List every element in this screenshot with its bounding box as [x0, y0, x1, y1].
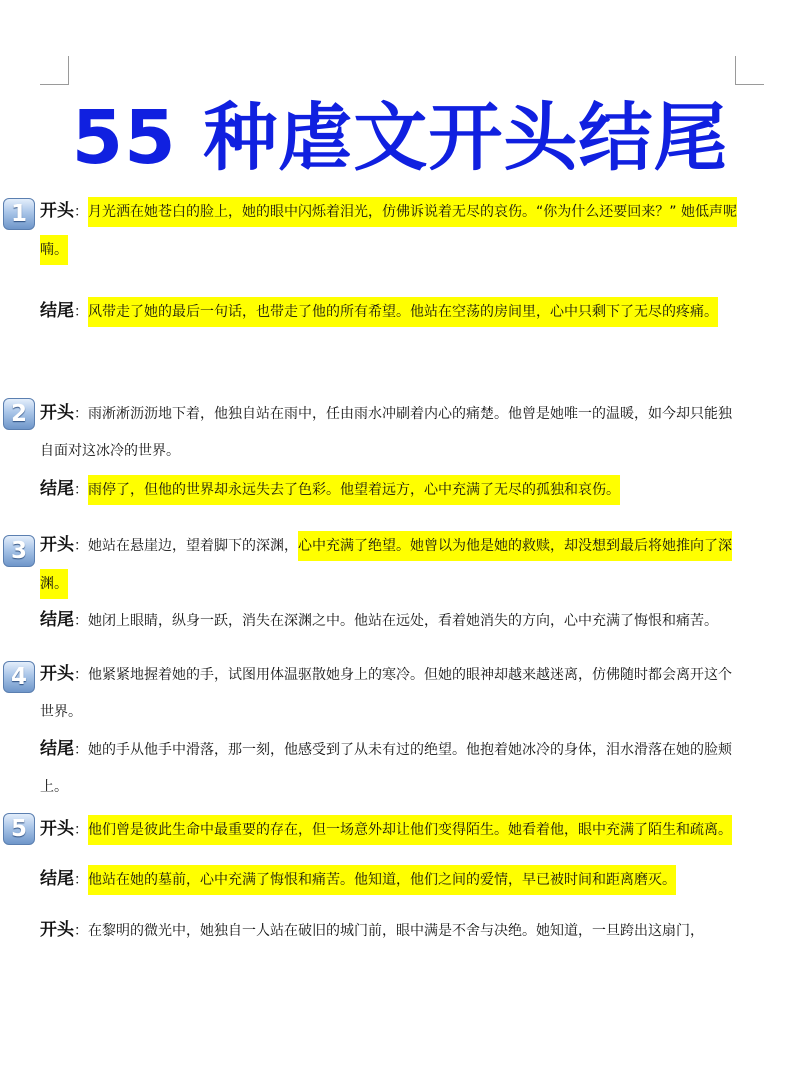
crop-mark-top-right	[735, 56, 764, 85]
highlighted-text: 心中充满了绝望。她曾以为他是她的救赎，却没想到最后将她推向了深渊。	[40, 531, 732, 599]
number-3-badge-icon: 3	[3, 535, 35, 567]
highlighted-text: 雨停了，但他的世界却永远失去了色彩。他望着远方，心中充满了无尽的孤独和哀伤。	[88, 475, 620, 505]
item-4-ending: 结尾：她的手从他手中滑落，那一刻，他感受到了从未有过的绝望。他抱着她冰冷的身体，泪水滑落在她的脸颊上。	[40, 739, 732, 795]
item-6-opening: 开头：在黎明的微光中，她独自一人站在破旧的城门前，眼中满是不舍与决绝。她知道，一旦跨出这扇门，	[40, 920, 704, 940]
ending-label: 结尾	[40, 479, 74, 499]
page-title: 55 种虐文开头结尾	[71, 95, 729, 181]
number-1-badge-icon: 1	[3, 198, 35, 230]
opening-label: 开头	[40, 535, 74, 555]
highlighted-text: 他们曾是彼此生命中最重要的存在，但一场意外却让他们变得陌生。她看着他，眼中充满了陌生和疏离。	[88, 815, 732, 845]
item-4-opening: 开头：他紧紧地握着她的手，试图用体温驱散她身上的寒冷。但她的眼神却越来越迷离，仿佛随时都会离开这个世界。	[40, 664, 732, 720]
opening-label: 开头	[40, 664, 74, 684]
ending-label: 结尾	[40, 739, 74, 759]
item-2-ending: 结尾：雨停了，但他的世界却永远失去了色彩。他望着远方，心中充满了无尽的孤独和哀伤。	[40, 470, 740, 509]
opening-label: 开头	[40, 920, 74, 940]
ending-label: 结尾	[40, 610, 74, 630]
item-1-opening: 开头：月光洒在她苍白的脸上，她的眼中闪烁着泪光，仿佛诉说着无尽的哀伤。“你为什么还要回来？” 她低声呢喃。	[40, 192, 740, 269]
highlighted-text: 风带走了她的最后一句话，也带走了他的所有希望。他站在空荡的房间里，心中只剩下了无尽的疼痛。	[88, 297, 718, 327]
item-3-ending: 结尾：她闭上眼睛，纵身一跃，消失在深渊之中。他站在远处，看着她消失的方向，心中充满了悔恨和痛苦。	[40, 610, 718, 630]
item-5-opening: 开头：他们曾是彼此生命中最重要的存在，但一场意外却让他们变得陌生。她看着他，眼中充满了陌生和疏离。	[40, 810, 740, 849]
item-3-opening: 开头：她站在悬崖边，望着脚下的深渊，心中充满了绝望。她曾以为他是她的救赎，却没想到最后将她推向了深渊。	[40, 526, 740, 603]
number-4-badge-icon: 4	[3, 661, 35, 693]
opening-label: 开头	[40, 201, 74, 221]
item-5-ending: 结尾：他站在她的墓前，心中充满了悔恨和痛苦。他知道，他们之间的爱情，早已被时间和距离磨灭。	[40, 860, 740, 899]
highlighted-text: 月光洒在她苍白的脸上，她的眼中闪烁着泪光，仿佛诉说着无尽的哀伤。“你为什么还要回来？” 她低声呢喃。	[40, 197, 737, 265]
number-5-badge-icon: 5	[3, 813, 35, 845]
number-2-badge-icon: 2	[3, 398, 35, 430]
item-1-ending: 结尾：风带走了她的最后一句话，也带走了他的所有希望。他站在空荡的房间里，心中只剩下了无尽的疼痛。	[40, 292, 740, 331]
ending-label: 结尾	[40, 869, 74, 889]
crop-mark-top-left	[40, 56, 69, 85]
opening-label: 开头	[40, 819, 74, 839]
item-2-opening: 开头：雨淅淅沥沥地下着，他独自站在雨中，任由雨水冲刷着内心的痛楚。他曾是她唯一的温暖，如今却只能独自面对这冰冷的世界。	[40, 403, 732, 459]
highlighted-text: 他站在她的墓前，心中充满了悔恨和痛苦。他知道，他们之间的爱情，早已被时间和距离磨灭。	[88, 865, 676, 895]
ending-label: 结尾	[40, 301, 74, 321]
opening-label: 开头	[40, 403, 74, 423]
